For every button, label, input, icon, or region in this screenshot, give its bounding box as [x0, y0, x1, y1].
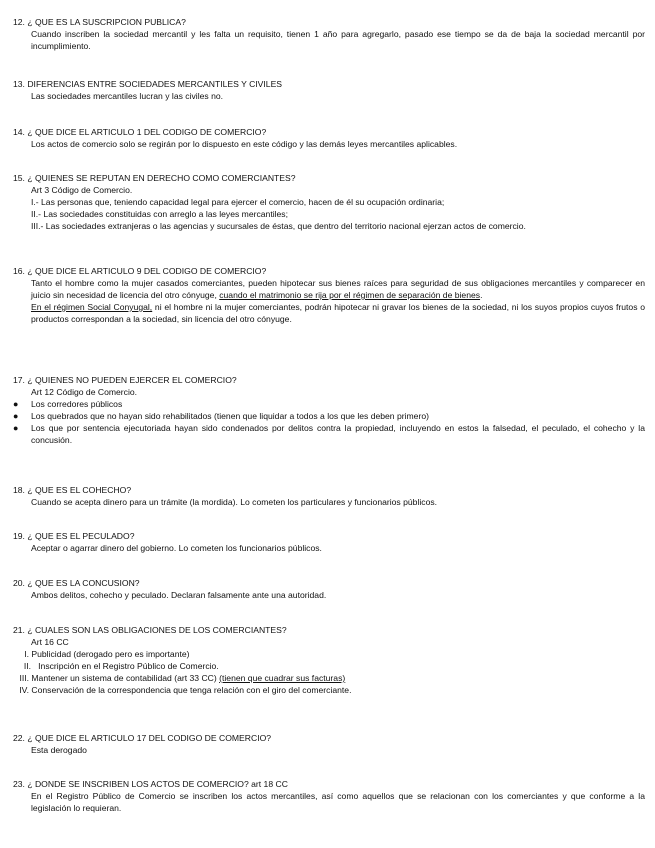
question-number: 18. [13, 485, 25, 495]
list-item-text: Publicidad (derogado pero es importante) [31, 649, 190, 659]
list-item [13, 684, 645, 696]
answer-text: Cuando se acepta dinero para un trámite (la mordida). Lo cometen los particulares y funcionarios públicos. [31, 497, 438, 507]
question-title [13, 732, 645, 744]
list-item [13, 422, 645, 446]
question-12 [13, 16, 645, 52]
question-title [13, 484, 645, 496]
question-text: ¿ DONDE SE INSCRIBEN LOS ACTOS DE COMERCIO? art 18 CC [27, 779, 288, 789]
list-marker: I. [24, 649, 29, 659]
question-title [13, 78, 645, 90]
bullet-icon: ● [13, 423, 19, 433]
question-number: 12. [13, 17, 25, 27]
question-title [13, 374, 645, 386]
question-text: ¿ QUE DICE EL ARTICULO 17 DEL CODIGO DE COMERCIO? [27, 733, 272, 743]
question-text: ¿ QUE ES EL COHECHO? [27, 485, 132, 495]
underlined-text: (tienen que cuadrar sus facturas) [219, 673, 346, 683]
answer-text: Aceptar o agarrar dinero del gobierno. Lo cometen los funcionarios públicos. [31, 543, 322, 553]
article-reference: Art 3 Código de Comercio. [31, 185, 133, 195]
answer-text: Las sociedades mercantiles lucran y las civiles no. [31, 91, 224, 101]
list-item-text: Mantener un sistema de contabilidad (art 33 CC) [31, 673, 220, 683]
question-17 [13, 374, 645, 446]
question-text: ¿ CUALES SON LAS OBLIGACIONES DE LOS COMERCIANTES? [27, 625, 287, 635]
question-number: 15. [13, 173, 25, 183]
answer-paragraph-2 [13, 301, 645, 325]
question-number: 19. [13, 531, 25, 541]
list-item: II.- Las sociedades constituidas con arreglo a las leyes mercantiles; [31, 209, 288, 219]
question-text: ¿ QUE ES LA SUSCRIPCION PUBLICA? [27, 17, 186, 27]
question-title [13, 265, 645, 277]
question-text: ¿ QUE ES EL PECULADO? [27, 531, 135, 541]
question-text: ¿ QUIENES NO PUEDEN EJERCER EL COMERCIO? [27, 375, 237, 385]
question-20 [13, 577, 645, 601]
list-marker: IV. [19, 685, 29, 695]
answer-text [13, 184, 645, 232]
answer-text: Tanto el hombre como la mujer casados comerciantes, pueden hipotecar sus bienes raíces para seguridad de sus obligaciones mercantiles y comparecer en juicio sin necesidad de licencia del otro cónyuge, [31, 278, 645, 300]
question-text: ¿ QUE ES LA CONCUSION? [27, 578, 140, 588]
article-reference: Art 16 CC [31, 637, 69, 647]
list-item [13, 410, 645, 422]
list-item [13, 672, 645, 684]
answer-text: Esta derogado [31, 745, 87, 755]
list-item-text: Los corredores públicos [31, 399, 123, 409]
answer-text: Ambos delitos, cohecho y peculado. Declaran falsamente ante una autoridad. [31, 590, 327, 600]
list-item [13, 398, 645, 410]
question-title [13, 778, 645, 790]
question-title [13, 577, 645, 589]
question-title [13, 126, 645, 138]
list-item-text: Conservación de la correspondencia que tenga relación con el giro del comerciante. [31, 685, 352, 695]
question-text: ¿ QUIENES SE REPUTAN EN DERECHO COMO COMERCIANTES? [27, 173, 296, 183]
question-22 [13, 732, 645, 756]
underlined-text: En el régimen Social Conyugal, [31, 302, 153, 312]
question-number: 21. [13, 625, 25, 635]
question-number: 20. [13, 578, 25, 588]
bullet-icon: ● [13, 411, 19, 421]
bullet-icon: ● [13, 399, 19, 409]
answer-paragraph-1 [13, 277, 645, 301]
question-16 [13, 265, 645, 325]
list-item [13, 660, 645, 672]
article-reference: Art 12 Código de Comercio. [31, 387, 138, 397]
question-number: 14. [13, 127, 25, 137]
question-title [13, 16, 645, 28]
answer-text: En el Registro Público de Comercio se inscriben los actos mercantiles, así como aquellos que se relacionan con los comerciantes y que conforme a la legislación lo requieran. [31, 791, 645, 813]
question-13 [13, 78, 645, 102]
question-15 [13, 172, 645, 232]
list-item: III.- Las sociedades extranjeras o las agencias y sucursales de éstas, que dentro del territorio nacional ejerzan actos de comercio. [31, 221, 526, 231]
question-21 [13, 624, 645, 696]
list-item-text: Inscripción en el Registro Público de Comercio. [38, 661, 219, 671]
list-item-text: Los que por sentencia ejecutoriada hayan sido condenados por delitos contra la propiedad, incluyendo en estos la falsedad, el peculado, el cohecho y la concusión. [31, 423, 645, 445]
question-number: 22. [13, 733, 25, 743]
question-19 [13, 530, 645, 554]
list-item [13, 648, 645, 660]
question-text: ¿ QUE DICE EL ARTICULO 9 DEL CODIGO DE COMERCIO? [27, 266, 267, 276]
answer-text: Cuando inscriben la sociedad mercantil y les falta un requisito, tienen 1 año para agregarlo, pasado ese tiempo se da de baja la sociedad mercantil por incumplimiento. [31, 29, 645, 51]
answer-text: . [480, 290, 483, 300]
answer-text: Los actos de comercio solo se regirán por lo dispuesto en este código y las demás leyes mercantiles aplicables. [31, 139, 458, 149]
question-title [13, 530, 645, 542]
list-item-text: Los quebrados que no hayan sido rehabilitados (tienen que liquidar a todos a los que les deben primero) [31, 411, 429, 421]
bullet-list [13, 398, 645, 446]
question-title [13, 624, 645, 636]
question-text: ¿ QUE DICE EL ARTICULO 1 DEL CODIGO DE COMERCIO? [27, 127, 267, 137]
question-number: 23. [13, 779, 25, 789]
question-title [13, 172, 645, 184]
list-item: I.- Las personas que, teniendo capacidad legal para ejercer el comercio, hacen de él su ocupación ordinaria; [31, 197, 445, 207]
question-23 [13, 778, 645, 814]
question-text: DIFERENCIAS ENTRE SOCIEDADES MERCANTILES Y CIVILES [27, 79, 283, 89]
question-number: 13. [13, 79, 25, 89]
question-18 [13, 484, 645, 508]
question-number: 17. [13, 375, 25, 385]
list-marker: II. [23, 661, 31, 671]
question-14 [13, 126, 645, 150]
list-marker: III. [19, 673, 29, 683]
answer-text: ni el hombre ni la mujer comerciantes, podrán hipotecar ni gravar los bienes de la sociedad, ni los suyos propios cuyos frutos o productos correspondan a la sociedad, sin licencia del otro cónyuge. [31, 302, 645, 324]
roman-list [13, 648, 645, 696]
underlined-text: cuando el matrimonio se rija por el régimen de separación de bienes [219, 290, 481, 300]
question-number: 16. [13, 266, 25, 276]
